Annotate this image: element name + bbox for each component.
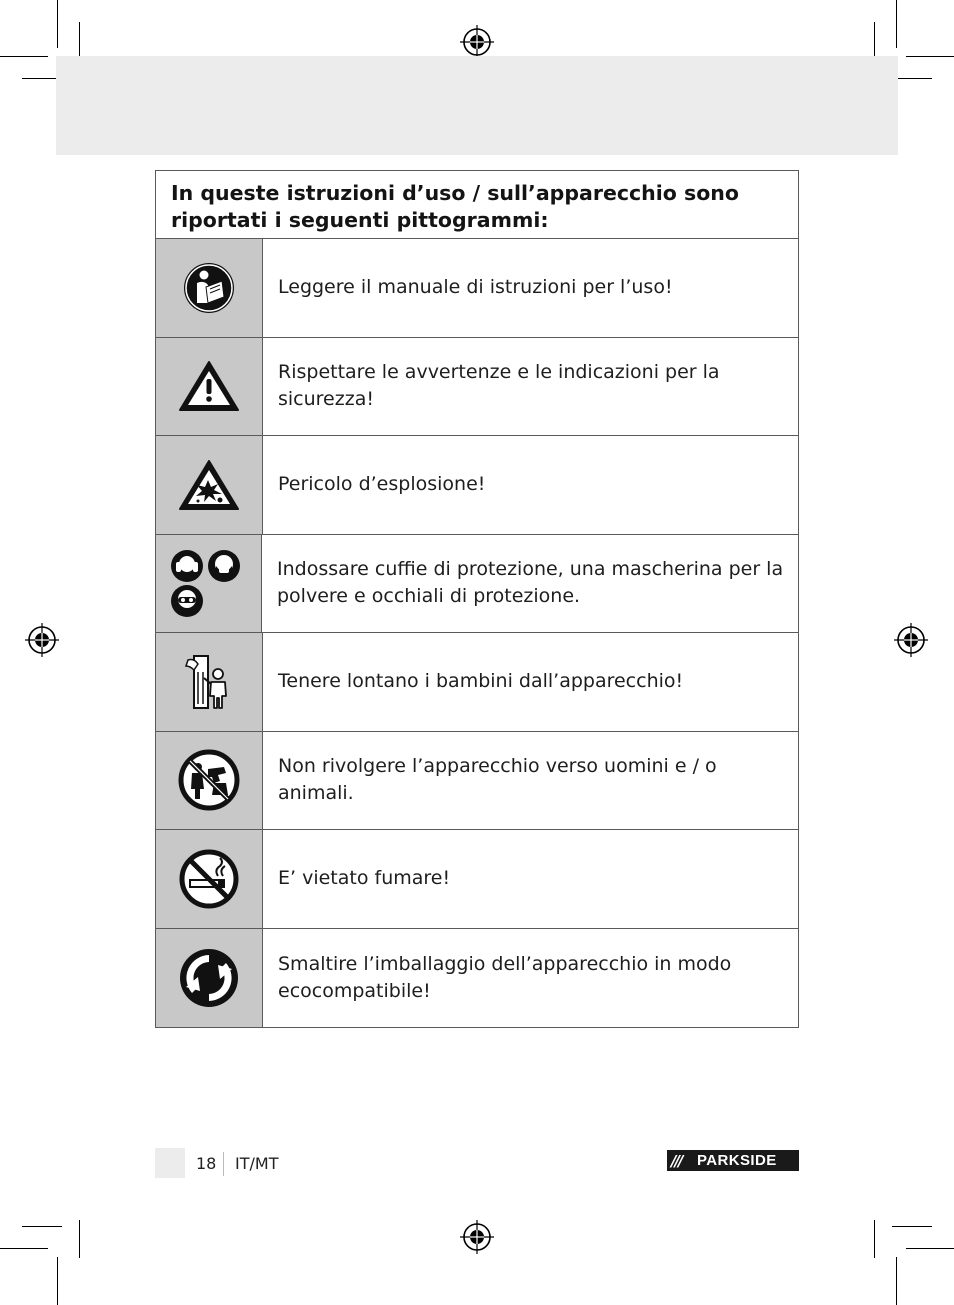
crop-mark (0, 56, 48, 57)
crop-mark (57, 0, 58, 48)
crop-mark (896, 0, 897, 48)
brand-slashes: /// (671, 1151, 682, 1170)
crop-mark (57, 1257, 58, 1305)
row-text: Tenere lontano i bambini dall’apparecchio! (278, 670, 684, 693)
crop-mark (906, 1248, 954, 1249)
table-row (156, 929, 798, 1028)
icon-cell (156, 239, 263, 337)
crop-mark (874, 1220, 875, 1258)
brand-logo (667, 1150, 799, 1171)
crop-mark (892, 1226, 932, 1227)
row-text: Smaltire l’imballaggio dell’apparecchio in modo ecocompatibile! (278, 952, 732, 1002)
crop-mark (896, 1257, 897, 1305)
crop-mark (874, 22, 875, 60)
icon-cell (156, 929, 263, 1028)
table-row (156, 732, 798, 831)
warning-triangle-icon (178, 359, 240, 413)
language-code: IT/MT (235, 1154, 279, 1173)
registration-mark-icon (894, 623, 928, 657)
explosion-hazard-icon (178, 458, 240, 512)
green-dot-recycling-icon (178, 947, 240, 1009)
registration-mark-icon (460, 25, 494, 59)
crop-mark (79, 1220, 80, 1258)
crop-mark (906, 56, 954, 57)
read-manual-icon (182, 261, 236, 315)
icon-cell (156, 732, 263, 830)
keep-children-away-icon (184, 652, 234, 712)
no-smoking-icon (178, 848, 240, 910)
row-text: Leggere il manuale di istruzioni per l’uso! (278, 276, 673, 299)
crop-mark (892, 78, 932, 79)
page-tab-marker (155, 1148, 185, 1178)
icon-cell (156, 436, 263, 534)
table-row (156, 830, 798, 929)
icon-cell (156, 535, 262, 633)
icon-cell (156, 830, 263, 928)
crop-mark (79, 22, 80, 60)
icon-cell (156, 633, 263, 731)
header-band (56, 56, 898, 155)
crop-mark (0, 1248, 48, 1249)
do-not-aim-at-people-icon (178, 749, 240, 811)
table-row (156, 633, 798, 732)
table-title: In queste istruzioni d’uso / sull’apparecchio sono riportati i seguenti pittogrammi: (156, 171, 798, 239)
table-row (156, 338, 798, 437)
row-text: Pericolo d’esplosione! (278, 473, 486, 496)
row-text: Indossare cuffie di protezione, una mascherina per la polvere e occhiali di protezione. (277, 558, 784, 608)
pictogram-table (155, 170, 799, 1028)
icon-cell (156, 338, 263, 436)
table-row (156, 239, 798, 338)
registration-mark-icon (460, 1220, 494, 1254)
crop-mark (22, 1226, 62, 1227)
table-row (156, 535, 798, 634)
row-text: Non rivolgere l’apparecchio verso uomini e / o animali. (278, 755, 717, 805)
row-text: Rispettare le avvertenze e le indicazioni per la sicurezza! (278, 361, 720, 411)
page-number: 18 (196, 1154, 217, 1173)
table-row (156, 436, 798, 535)
row-text: E’ vietato fumare! (278, 867, 451, 890)
registration-mark-icon (25, 623, 59, 657)
protective-equipment-icon (170, 549, 242, 621)
brand-name: PARKSIDE (697, 1152, 777, 1169)
footer-divider (223, 1152, 224, 1176)
